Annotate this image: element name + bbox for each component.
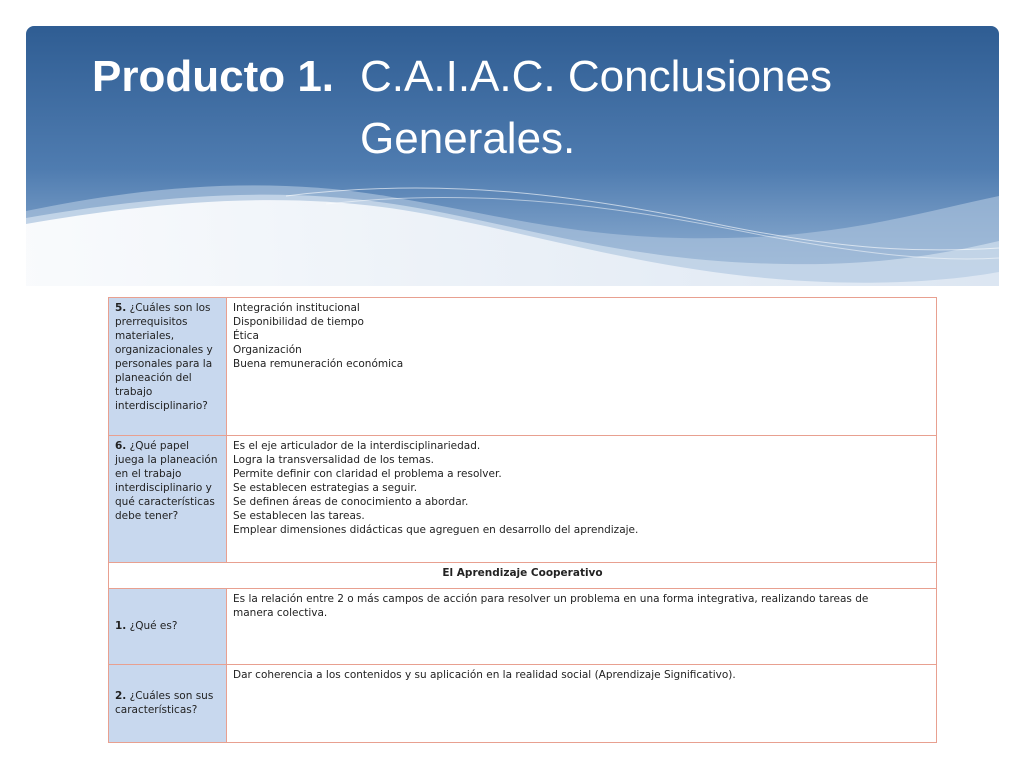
question-number: 5.: [115, 302, 127, 314]
qa-table: [108, 297, 937, 743]
question-number: 2.: [115, 690, 127, 703]
answer-cell: [227, 436, 937, 562]
section-title: El Aprendizaje Cooperativo: [109, 562, 937, 588]
title-main-part: C.A.I.A.C. Conclusiones Generales.: [360, 52, 832, 163]
answer-line: Se establecen las tareas.: [233, 510, 365, 523]
answer-line: Es el eje articulador de la interdisciplinariedad.: [233, 440, 481, 453]
answer-line: Disponibilidad de tiempo: [233, 316, 364, 328]
table-row: [109, 436, 937, 562]
answer-line: Se definen áreas de conocimiento a abordar.: [233, 496, 469, 509]
title-bold-part: Producto 1.: [92, 52, 335, 101]
section-header-row: [109, 562, 937, 588]
question-number: 1.: [115, 620, 127, 633]
question-cell: [109, 436, 227, 562]
question-cell: [109, 298, 227, 436]
table-row: [109, 664, 937, 742]
answer-line: Dar coherencia a los contenidos y su aplicación en la realidad social (Aprendizaje Significativo).: [233, 668, 736, 681]
question-cell: [109, 664, 227, 742]
answer-line: Logra la transversalidad de los temas.: [233, 454, 435, 467]
table-row: [109, 588, 937, 664]
answer-line: Se establecen estrategias a seguir.: [233, 482, 418, 495]
answer-line: Es la relación entre 2 o más campos de acción para resolver un problema en una forma integrativa, realizando tareas de: [233, 592, 869, 605]
answer-cell: [227, 588, 937, 664]
answer-line: Ética: [233, 330, 259, 342]
answer-line: Buena remuneración económica: [233, 358, 404, 370]
question-text: ¿Qué es?: [129, 620, 178, 633]
answer-line: Integración institucional: [233, 302, 360, 314]
question-text: ¿Qué papel juega la planeación en el trabajo interdisciplinario y qué características debe tener?: [115, 440, 218, 523]
answer-line: Organización: [233, 344, 302, 356]
answer-line: Emplear dimensiones didácticas que agreguen en desarrollo del aprendizaje.: [233, 524, 639, 537]
question-number: 6.: [115, 440, 127, 453]
table-row: [109, 298, 937, 436]
answer-cell: [227, 298, 937, 436]
answer-cell: [227, 664, 937, 742]
answer-line: manera colectiva.: [233, 606, 328, 619]
question-text: ¿Cuáles son los prerrequisitos materiales, organizacionales y personales para la planeación del trabajo interdisciplinario?: [115, 302, 213, 412]
question-cell: [109, 588, 227, 664]
answer-line: Permite definir con claridad el problema a resolver.: [233, 468, 502, 481]
conclusions-table: [108, 297, 937, 743]
slide-title: [92, 46, 972, 170]
question-text: ¿Cuáles son sus características?: [115, 690, 214, 717]
